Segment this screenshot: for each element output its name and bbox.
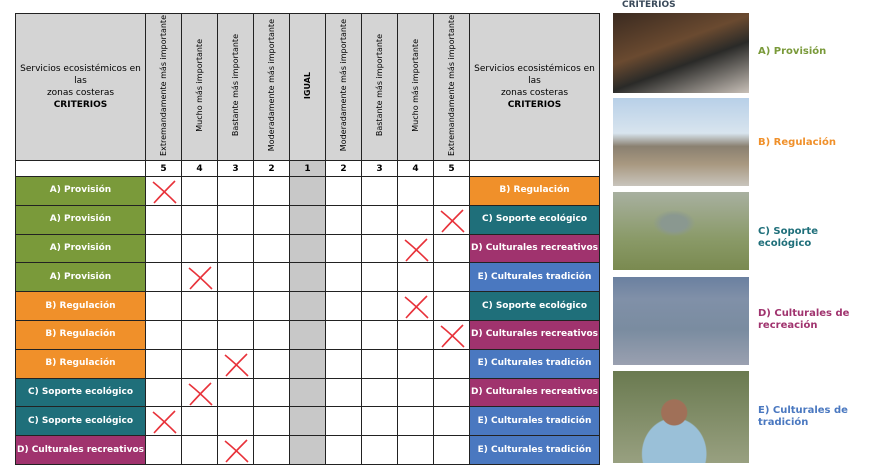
x-mark-icon [186,265,214,291]
rating-cell[interactable] [326,234,362,263]
scale-value: 5 [434,161,470,177]
table-row [16,378,600,407]
left-criterion: C) Soporte ecológico [16,378,146,407]
rating-cell[interactable] [254,378,290,407]
left-criterion: A) Provisión [16,234,146,263]
rating-cell[interactable] [398,378,434,407]
rating-cell[interactable] [398,234,434,263]
blank-cell [16,161,146,177]
rating-cell[interactable] [398,407,434,436]
criteria-header-left [16,14,146,161]
x-mark-icon [186,381,214,407]
rating-cell[interactable] [218,349,254,378]
scale-header [290,14,326,161]
rating-cell[interactable] [182,320,218,349]
table-row [16,177,600,206]
table-row [16,320,600,349]
rating-cell[interactable] [326,407,362,436]
rating-cell[interactable] [182,234,218,263]
legend-label: C) Soporte ecológico [758,226,818,249]
rating-cell[interactable] [398,263,434,292]
header-line: zonas costeras [46,88,115,98]
left-criterion: B) Regulación [16,320,146,349]
rating-cell[interactable] [254,234,290,263]
flamingos-photo [613,277,749,365]
left-criterion: D) Culturales recreativos [16,436,146,465]
table-row [16,263,600,292]
rating-cell[interactable] [254,263,290,292]
legend-label: E) Culturales de tradición [758,405,848,428]
left-criterion: B) Regulación [16,292,146,321]
header-line: zonas costeras [500,88,569,98]
rating-cell[interactable] [434,349,470,378]
scale-header-label: Mucho más importante [195,39,204,132]
rating-cell[interactable] [434,205,470,234]
criteria-header-right [470,14,600,161]
x-mark-icon [402,237,430,263]
rating-cell[interactable] [290,292,326,321]
scale-header [254,14,290,161]
scale-header-label: IGUAL [303,71,312,100]
rating-cell[interactable] [326,292,362,321]
rating-cell[interactable] [434,378,470,407]
rating-cell[interactable] [290,234,326,263]
rating-cell[interactable] [146,263,182,292]
scale-value: 2 [326,161,362,177]
right-criterion: D) Culturales recreativos [470,234,600,263]
x-mark-icon [150,409,178,435]
rating-cell[interactable] [326,320,362,349]
rating-cell[interactable] [290,378,326,407]
x-mark-icon [438,323,466,349]
rating-cell[interactable] [434,292,470,321]
scale-value: 4 [398,161,434,177]
rating-cell[interactable] [326,349,362,378]
scale-header-label: Bastante más importante [375,34,384,137]
rating-cell[interactable] [146,436,182,465]
rating-cell[interactable] [362,234,398,263]
header-line: CRITERIOS [507,100,562,110]
rating-cell[interactable] [398,320,434,349]
scale-header-label: Extremandamente más importante [159,15,168,156]
right-criterion: C) Soporte ecológico [470,205,600,234]
rating-cell[interactable] [254,177,290,206]
lobster-photo [613,13,749,93]
top-caption: CRITERIOS [622,0,676,10]
rating-cell[interactable] [362,263,398,292]
rating-cell[interactable] [362,205,398,234]
rating-cell[interactable] [146,407,182,436]
rating-cell[interactable] [362,320,398,349]
rating-cell[interactable] [290,349,326,378]
rating-cell[interactable] [146,292,182,321]
rating-cell[interactable] [218,378,254,407]
rating-cell[interactable] [182,292,218,321]
rating-cell[interactable] [254,320,290,349]
table-row [16,292,600,321]
scale-value: 3 [218,161,254,177]
scale-header [146,14,182,161]
left-criterion: A) Provisión [16,177,146,206]
rating-cell[interactable] [398,292,434,321]
left-criterion: A) Provisión [16,263,146,292]
left-criterion: B) Regulación [16,349,146,378]
rating-cell[interactable] [218,234,254,263]
rating-cell[interactable] [218,436,254,465]
right-criterion: C) Soporte ecológico [470,292,600,321]
rating-cell[interactable] [362,292,398,321]
rating-cell[interactable] [434,263,470,292]
fisherman-photo [613,371,749,463]
rating-cell[interactable] [398,436,434,465]
scale-header-label: Moderadamente más importante [339,19,348,152]
rating-cell[interactable] [290,436,326,465]
left-criterion: A) Provisión [16,205,146,234]
rating-cell[interactable] [398,205,434,234]
rating-cell[interactable] [398,349,434,378]
rating-cell[interactable] [434,177,470,206]
rating-cell[interactable] [254,349,290,378]
rating-cell[interactable] [146,234,182,263]
x-mark-icon [402,294,430,320]
rating-cell[interactable] [290,263,326,292]
rating-cell[interactable] [182,407,218,436]
rating-cell[interactable] [218,292,254,321]
scale-header-label: Mucho más importante [411,39,420,132]
right-criterion: E) Culturales tradición [470,349,600,378]
scale-header [434,14,470,161]
rating-cell[interactable] [362,378,398,407]
rating-cell[interactable] [326,436,362,465]
scale-header [218,14,254,161]
legend-label: D) Culturales de recreación [758,308,850,331]
rating-cell[interactable] [182,349,218,378]
rating-cell[interactable] [218,320,254,349]
rating-cell[interactable] [290,177,326,206]
rating-cell[interactable] [326,205,362,234]
scale-header [362,14,398,161]
scale-value: 4 [182,161,218,177]
x-mark-icon [438,208,466,234]
x-mark-icon [222,352,250,378]
rating-cell[interactable] [218,205,254,234]
scale-value: 2 [254,161,290,177]
rating-cell[interactable] [362,407,398,436]
scale-header-label: Moderadamente más importante [267,19,276,152]
rating-cell[interactable] [254,205,290,234]
legend-label: B) Regulación [758,137,836,148]
rating-cell[interactable] [182,177,218,206]
rating-cell[interactable] [182,378,218,407]
rating-cell[interactable] [182,263,218,292]
rating-cell[interactable] [182,205,218,234]
scale-header [398,14,434,161]
rating-cell[interactable] [146,320,182,349]
rating-cell[interactable] [218,263,254,292]
rating-cell[interactable] [254,407,290,436]
scale-value: 1 [290,161,326,177]
rating-cell[interactable] [326,263,362,292]
scale-header [326,14,362,161]
scale-value: 3 [362,161,398,177]
header-line: Servicios ecosistémicos en las [20,64,141,86]
table-row [16,349,600,378]
rating-cell[interactable] [146,177,182,206]
rating-cell[interactable] [146,205,182,234]
rating-cell[interactable] [290,205,326,234]
stingray-water-photo [613,192,749,270]
blank-cell [470,161,600,177]
right-criterion: E) Culturales tradición [470,263,600,292]
x-mark-icon [222,438,250,464]
rating-cell[interactable] [254,436,290,465]
rating-cell[interactable] [362,177,398,206]
header-line: Servicios ecosistémicos en las [474,64,595,86]
rating-cell[interactable] [182,436,218,465]
rating-cell[interactable] [434,234,470,263]
rating-cell[interactable] [218,407,254,436]
right-criterion: E) Culturales tradición [470,407,600,436]
rating-cell[interactable] [434,407,470,436]
rating-cell[interactable] [218,177,254,206]
right-criterion: E) Culturales tradición [470,436,600,465]
table-row [16,205,600,234]
table-row [16,436,600,465]
scale-value: 5 [146,161,182,177]
left-criterion: C) Soporte ecológico [16,407,146,436]
rating-cell[interactable] [434,436,470,465]
scale-header-label: Bastante más importante [231,34,240,137]
rating-cell[interactable] [326,378,362,407]
rating-cell[interactable] [398,177,434,206]
stilt-house-photo [613,98,749,186]
rating-cell[interactable] [290,320,326,349]
rating-cell[interactable] [146,349,182,378]
pairwise-comparison-table [15,13,600,465]
rating-cell[interactable] [146,378,182,407]
rating-cell[interactable] [326,177,362,206]
legend-label: A) Provisión [758,46,827,57]
right-criterion: D) Culturales recreativos [470,320,600,349]
scale-header-label: Extremandamente más importante [447,15,456,156]
x-mark-icon [150,179,178,205]
table-row [16,407,600,436]
rating-cell[interactable] [362,349,398,378]
header-line: CRITERIOS [53,100,108,110]
scale-header [182,14,218,161]
rating-cell[interactable] [254,292,290,321]
right-criterion: D) Culturales recreativos [470,378,600,407]
rating-cell[interactable] [362,436,398,465]
right-criterion: B) Regulación [470,177,600,206]
table-row [16,234,600,263]
rating-cell[interactable] [290,407,326,436]
rating-cell[interactable] [434,320,470,349]
